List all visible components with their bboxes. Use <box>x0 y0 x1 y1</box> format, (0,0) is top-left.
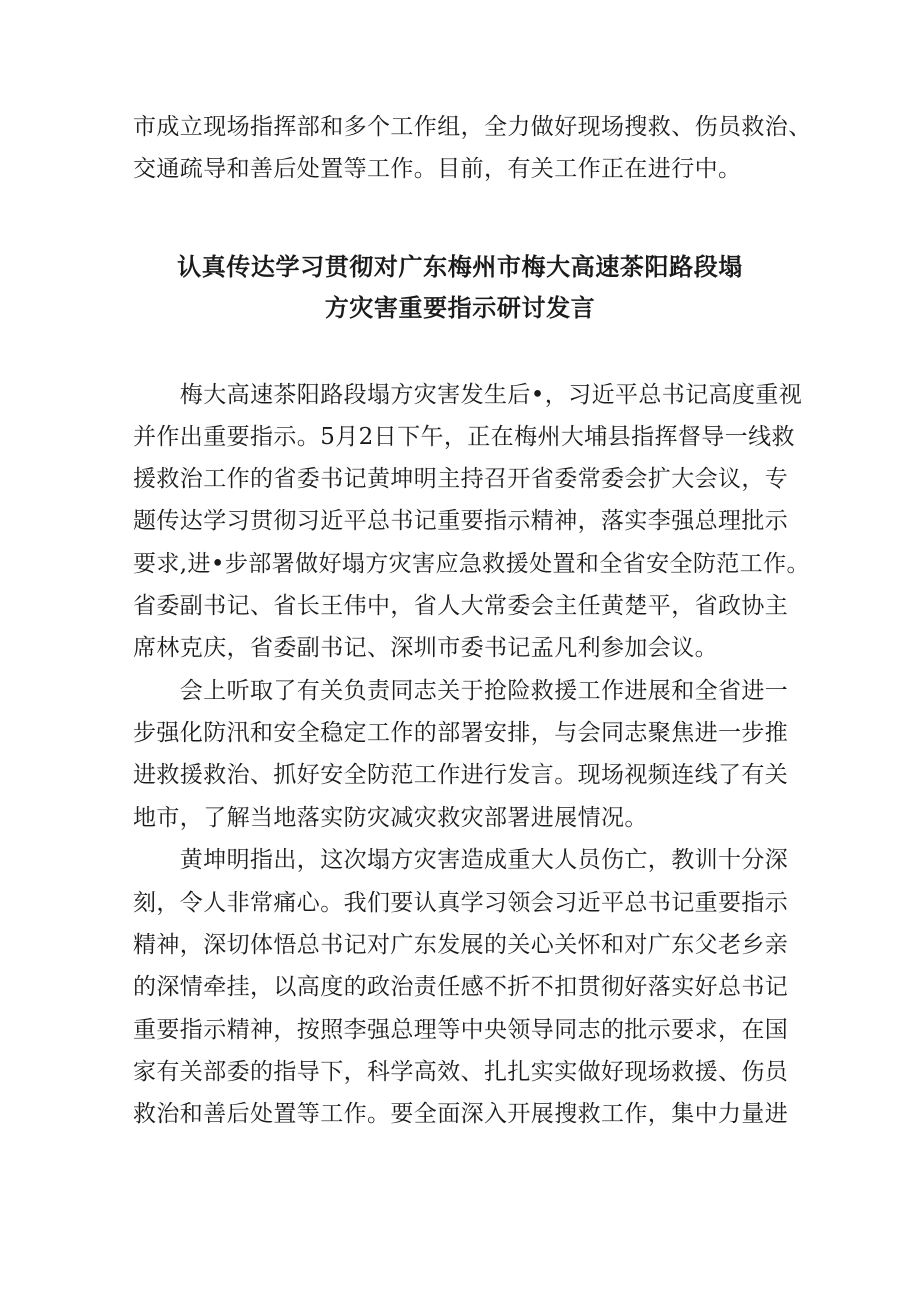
text-line: 援救治工作的省委书记黄坤明主持召开省委常委会扩大会议，专 <box>133 466 789 492</box>
text-line: 市成立现场指挥部和多个工作组，全力做好现场搜救、伤员救治、 <box>133 114 812 140</box>
text-line: 黄坤明指出，这次塌方灾害造成重大人员伤亡，教训十分深 <box>133 847 789 873</box>
text-line: 重要指示精神，按照李强总理等中央领导同志的批示要求，在国 <box>133 1017 789 1043</box>
text-line: 精神，深切体悟总书记对广东发展的关心关怀和对广东父老乡亲 <box>133 932 789 958</box>
text-line: 进救援救治、抓好安全防范工作进行发言。现场视频连线了有关 <box>133 762 789 788</box>
text-line: 交通疏导和善后处置等工作。目前，有关工作正在进行中。 <box>133 156 742 182</box>
title-line: 方灾害重要指示研讨发言 <box>324 293 596 322</box>
text-line: 席林克庆，省委副书记、深圳市委书记孟凡利参加会议。 <box>133 635 718 661</box>
text-line: 梅大高速茶阳路段塌方灾害发生后•，习近平总书记高度重视 <box>133 382 803 408</box>
text-line: 步强化防汛和安全稳定工作的部署安排，与会同志聚焦进一步推 <box>133 720 789 746</box>
text-line: 题传达学习贯彻习近平总书记重要指示精神，落实李强总理批示 <box>133 508 789 534</box>
text-line: 会上听取了有关负责同志关于抢险救援工作进展和全省进一 <box>133 678 789 704</box>
text-line: 并作出重要指示。5月2日下午，正在梅州大埔县指挥督导一线救 <box>133 424 795 450</box>
text-line: 的深情牵挂，以高度的政治责任感不折不扣贯彻好落实好总书记 <box>133 974 789 1000</box>
text-line: 家有关部委的指导下，科学高效、扎扎实实做好现场救援、伤员 <box>133 1059 789 1085</box>
text-line: 救治和善后处置等工作。要全面深入开展搜救工作，集中力量进 <box>133 1101 789 1127</box>
text-line: 省委副书记、省长王伟中，省人大常委会主任黄楚平，省政协主 <box>133 593 789 619</box>
text-line: 地市，了解当地落实防灾减灾救灾部署进展情况。 <box>133 805 648 831</box>
text-line: 要求,进•步部署做好塌方灾害应急救援处置和全省安全防范工作。 <box>133 551 810 577</box>
text-line: 刻，令人非常痛心。我们要认真学习领会习近平总书记重要指示 <box>133 890 789 916</box>
title-line: 认真传达学习贯彻对广东梅州市梅大高速茶阳路段塌 <box>177 252 743 281</box>
